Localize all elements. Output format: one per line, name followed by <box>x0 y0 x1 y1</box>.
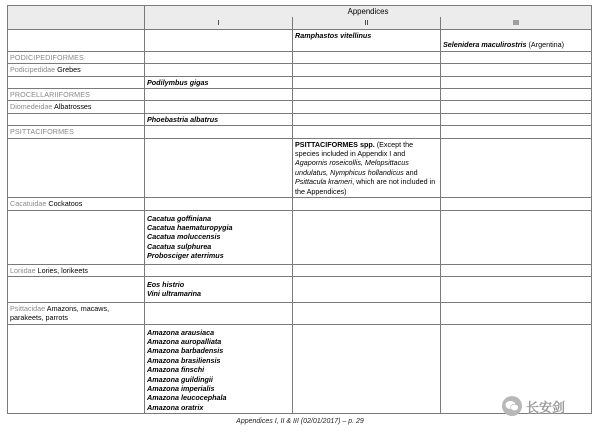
species-list <box>145 324 293 414</box>
appendix-i-cell <box>145 29 293 51</box>
common-name: Albatrosses <box>52 102 92 112</box>
note-bold: PSITTACIFORMES spp. <box>295 139 375 149</box>
family-cell <box>8 64 145 76</box>
watermark-text: 长安剑 <box>526 399 566 415</box>
table-row <box>8 89 592 101</box>
species-name: Ramphastos vitellinus <box>295 30 372 40</box>
species-name: Amazona barbadensis <box>147 346 224 356</box>
species-name: Podilymbus gigas <box>147 77 209 87</box>
family-name: Diomedeidae <box>10 102 53 112</box>
note-species: Agapornis roseicollis, Melopsittacus undulatus, Nymphicus hollandicus <box>295 158 409 177</box>
note-species: Psittacula krameri <box>295 177 353 187</box>
note-text: (Except the species included in Appendix I and <box>295 139 414 159</box>
table-row <box>8 51 592 63</box>
species-name: Cacatua haematuropygia <box>147 222 233 232</box>
note-text: , which are not included in the Appendices) <box>295 177 436 196</box>
species-name: Vini ultramarina <box>147 289 202 299</box>
psittaciformes-note <box>293 138 441 197</box>
appendix-iii-cell <box>441 29 592 51</box>
species-list <box>145 276 293 302</box>
table-row <box>8 210 592 264</box>
order-name: PROCELLARIIFORMES <box>8 89 145 101</box>
table-row <box>8 276 592 302</box>
wechat-icon <box>502 396 522 416</box>
common-name: Lories, lorikeets <box>35 265 88 275</box>
species-name: Amazona finschi <box>147 365 205 375</box>
species-name: Probosciger aterrimus <box>147 251 224 261</box>
family-name: Podicipedidae <box>10 65 56 75</box>
common-name: Grebes <box>55 65 81 75</box>
species-name: Amazona imperialis <box>147 384 215 393</box>
family-cell <box>8 101 145 113</box>
family-cell <box>8 198 145 210</box>
table-row <box>8 76 592 88</box>
region-note: (Argentina) <box>526 40 565 50</box>
species-name: Cacatua goffiniana <box>147 213 212 223</box>
header-appendix-iii: III <box>441 17 592 29</box>
species-name: Cacatua moluccensis <box>147 232 221 242</box>
watermark <box>502 396 565 416</box>
note-text: and <box>403 167 418 177</box>
common-name: Cockatoos <box>46 199 83 209</box>
order-name: PSITTACIFORMES <box>8 126 145 138</box>
species-name: Cacatua sulphurea <box>147 241 212 251</box>
table-row <box>8 64 592 76</box>
species-list <box>145 210 293 264</box>
common-name: Amazons, macaws, parakeets, parrots <box>10 303 110 323</box>
species-name: Amazona oratrix <box>147 402 204 412</box>
species-name: Eos histrio <box>147 279 185 289</box>
page-footer: Appendices I, II & III (02/01/2017) – p. 29 <box>236 418 364 425</box>
table-row <box>8 264 592 276</box>
family-cell <box>8 264 145 276</box>
header-row-top <box>8 6 592 18</box>
table-row <box>8 302 592 324</box>
header-appendix-ii: II <box>293 17 441 29</box>
order-name: PODICIPEDIFORMES <box>8 51 145 63</box>
header-taxon-cell <box>8 6 145 30</box>
family-name: Loriidae <box>10 265 36 275</box>
species-name: Amazona brasiliensis <box>147 355 221 365</box>
table-row <box>8 113 592 125</box>
header-appendices: Appendices <box>145 6 592 18</box>
species-name: Amazona leucocephala <box>147 393 227 403</box>
table-row <box>8 138 592 197</box>
species-name: Amazona arausiaca <box>147 327 215 337</box>
family-name: Cacatuidae <box>10 199 47 209</box>
family-name: Psittacidae <box>10 303 46 313</box>
species-name: Amazona guildingii <box>147 374 213 384</box>
species-name: Amazona auropalliata <box>147 336 222 346</box>
header-appendix-i: I <box>145 17 293 29</box>
table-row <box>8 126 592 138</box>
species-name: Phoebastria albatrus <box>147 114 219 124</box>
species-name: Selenidera maculirostris <box>443 40 527 50</box>
appendix-ii-cell <box>293 29 441 51</box>
table-row <box>8 101 592 113</box>
appendices-table <box>7 5 592 414</box>
table-row <box>8 29 592 51</box>
table-row <box>8 198 592 210</box>
family-cell <box>8 302 145 324</box>
taxon-cell <box>8 29 145 51</box>
